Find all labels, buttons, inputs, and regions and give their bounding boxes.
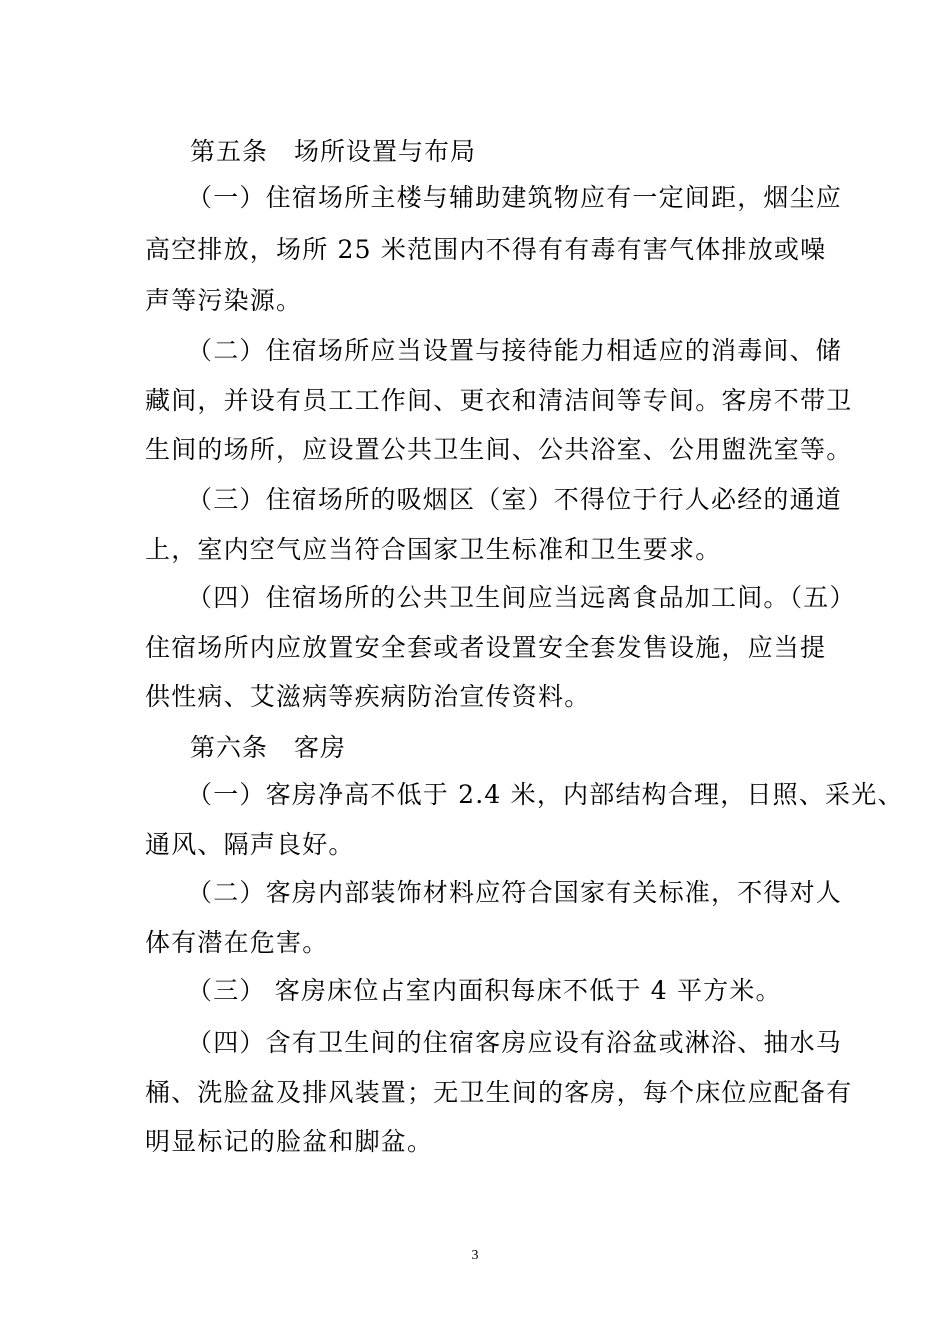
article-5-item-3-line-2: 上，室内空气应当符合国家卫生标准和卫生要求。 — [145, 535, 722, 564]
article-6-item-4-line-1: （四）含有卫生间的住宿客房应设有浴盆或淋浴、抽水马 — [187, 1028, 843, 1057]
article-6-item-2-line-2: 体有潜在危害。 — [145, 928, 329, 957]
article-5-item-4-line-3: 供性病、艾滋病等疾病防治宣传资料。 — [145, 682, 591, 711]
article-5-item-4-line-2: 住宿场所内应放置安全套或者设置安全套发售设施，应当提 — [145, 633, 827, 662]
article-6-item-1-line-1: （一）客房净高不低于 2.4 米，内部结构合理，日照、采光、 — [187, 780, 904, 809]
article-5-item-1-line-2: 高空排放，场所 25 米范围内不得有有毒有害气体排放或噪 — [145, 235, 827, 264]
article-5-item-1-line-3: 声等污染源。 — [145, 286, 303, 315]
article-6-heading: 第六条 客房 — [190, 733, 347, 762]
article-6-item-4-line-2: 桶、洗脸盆及排风装置；无卫生间的客房，每个床位应配备有 — [145, 1078, 853, 1107]
page-number: 3 — [471, 1248, 479, 1263]
article-5-heading: 第五条 场所设置与布局 — [190, 137, 477, 166]
article-6-item-1-line-2: 通风、隔声良好。 — [145, 830, 355, 859]
article-5-item-4-line-1: （四）住宿场所的公共卫生间应当远离食品加工间。（五） — [187, 583, 856, 612]
article-5-item-2-line-2: 藏间，并设有员工工作间、更衣和清洁间等专间。客房不带卫 — [145, 386, 853, 415]
article-5-item-2-line-3: 生间的场所，应设置公共卫生间、公共浴室、公用盥洗室等。 — [145, 435, 853, 464]
article-6-item-2-line-1: （二）客房内部装饰材料应符合国家有关标准，不得对人 — [187, 878, 843, 907]
article-5-item-1-line-1: （一）住宿场所主楼与辅助建筑物应有一定间距，烟尘应 — [187, 183, 843, 212]
article-5-item-2-line-1: （二）住宿场所应当设置与接待能力相适应的消毒间、储 — [187, 336, 843, 365]
article-6-item-4-line-3: 明显标记的脸盆和脚盆。 — [145, 1127, 434, 1156]
article-5-item-3-line-1: （三）住宿场所的吸烟区（室）不得位于行人必经的通道 — [187, 485, 843, 514]
article-6-item-3-line-1: （三） 客房床位占室内面积每床不低于 4 平方米。 — [187, 976, 782, 1005]
